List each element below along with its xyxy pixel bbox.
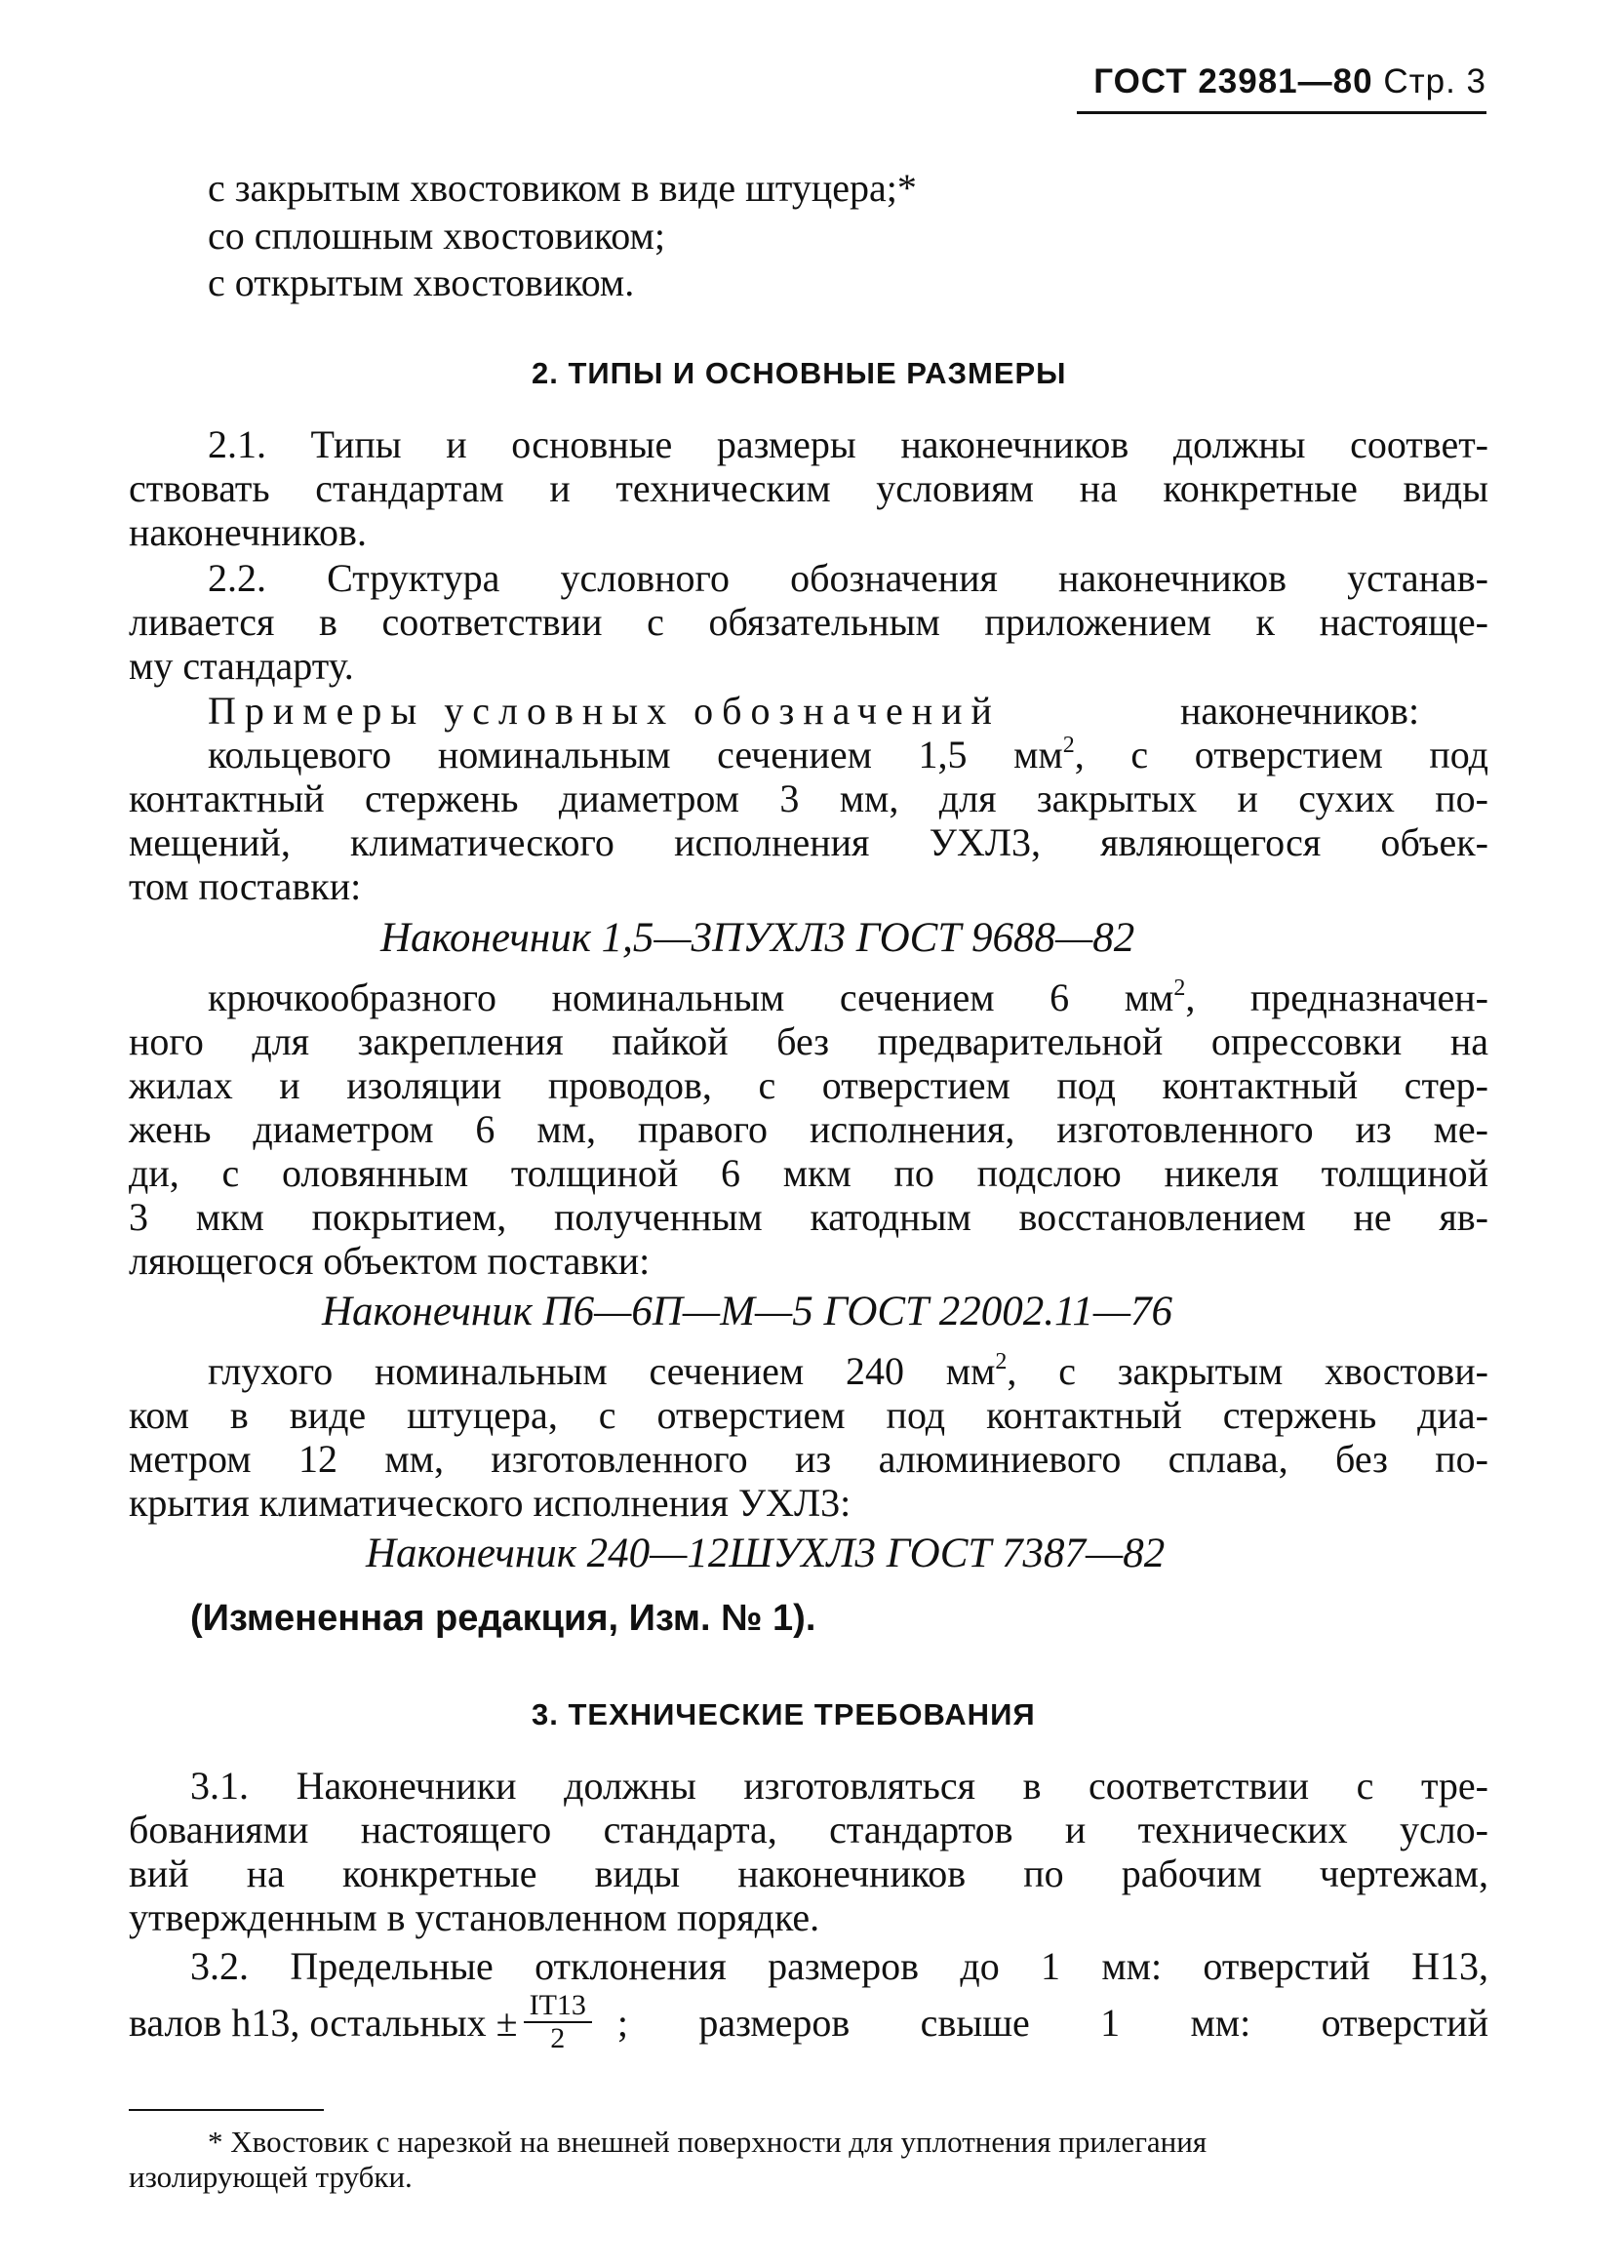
example-1-line: том поставки: <box>129 864 362 908</box>
paragraph-3-1-line: бованиями настоящего стандарта, стандартов и технических усло- <box>129 1808 1488 1851</box>
example-2-line: ляющегося объектом поставки: <box>129 1239 651 1283</box>
paragraph-2-2-line: 2.2. Структура условного обозначения наконечников устанав- <box>208 556 1488 600</box>
footnote-line: * Хвостовик с нарезкой на внешней поверхности для уплотнения прилегания <box>208 2125 1208 2159</box>
example-3-designation: Наконечник 240—12ШУХЛ3 ГОСТ 7387—82 <box>366 1531 1166 1576</box>
example-3-line: глухого номинальным сечением 240 $мм^2$, с закрытым хвостови- <box>208 1349 1488 1393</box>
example-2-line: 3 мкм покрытием, полученным катодным восстановлением не яв- <box>129 1195 1488 1239</box>
paragraph-2-1-line: 2.1. Типы и основные размеры наконечников должны соответ- <box>208 422 1488 466</box>
intro-list-item: с открытым хвостовиком. <box>208 260 635 304</box>
example-2-line: жилах и изоляции проводов, с отверстием под контактный стер- <box>129 1063 1488 1107</box>
example-3-line: метром 12 мм, изготовленного из алюминиевого сплава, без по- <box>129 1437 1488 1481</box>
example-2-designation: Наконечник П6—6П—М—5 ГОСТ 22002.11—76 <box>322 1289 1173 1334</box>
paragraph-2-1-line: ствовать стандартам и техническим условиям на конкретные виды <box>129 466 1488 510</box>
example-3-line: ком в виде штуцера, с отверстием под контактный стержень диа- <box>129 1393 1488 1437</box>
paragraph-2-1-line: наконечников. <box>129 510 367 554</box>
example-2-line: жень диаметром 6 мм, правого исполнения, изготовленного из ме- <box>129 1107 1488 1151</box>
footnote-line: изолирующей трубки. <box>129 2160 413 2194</box>
header-rule <box>1077 111 1486 114</box>
paragraph-3-2-text: ; размеров свыше 1 мм: отверстий <box>616 2000 1488 2045</box>
paragraph-3-1-line: утвержденным в установленном порядке. <box>129 1895 820 1939</box>
paragraph-3-2-text: валов h13, остальных ± <box>129 2000 518 2045</box>
example-2-line: крючкообразного номинальным сечением 6 $мм^2$, предназначен- <box>208 975 1488 1019</box>
tolerance-fraction <box>524 1990 592 2054</box>
paragraph-3-1-line: 3.1. Наконечники должны изготовляться в соответствии с тре- <box>190 1764 1488 1808</box>
example-2-line: ного для закрепления пайкой без предварительной опрессовки на <box>129 1019 1488 1063</box>
examples-heading: Примеры условных обозначений <box>208 689 1001 733</box>
paragraph-3-1-line: вий на конкретные виды наконечников по рабочим чертежам, <box>129 1851 1488 1895</box>
fraction-numerator: IT13 <box>524 1990 592 2023</box>
paragraph-2-2-line: му стандарту. <box>129 644 354 688</box>
intro-list-item: со сплошным хвостовиком; <box>208 214 665 258</box>
example-1-line: кольцевого номинальным сечением 1,5 $мм^2$, с отверстием под <box>208 733 1488 776</box>
examples-heading-tail: наконечников: <box>1180 689 1420 733</box>
amendment-note: (Измененная редакция, Изм. № 1). <box>190 1598 816 1639</box>
example-1-line: контактный стержень диаметром 3 мм, для закрытых и сухих по- <box>129 776 1488 820</box>
example-3-line: крытия климатического исполнения УХЛ3: <box>129 1481 852 1525</box>
intro-list-item: с закрытым хвостовиком в виде штуцера;* <box>208 166 917 210</box>
example-2-line: ди, с оловянным толщиной 6 мкм по подслою никеля толщиной <box>129 1151 1488 1195</box>
paragraph-3-2-line <box>129 1990 1488 2054</box>
footnote-rule <box>129 2109 324 2111</box>
paragraph-3-2-line: 3.2. Предельные отклонения размеров до 1 мм: отверстий H13, <box>190 1944 1488 1988</box>
example-1-designation: Наконечник 1,5—3ПУХЛ3 ГОСТ 9688—82 <box>380 915 1135 961</box>
page-header <box>1077 62 1486 101</box>
page-number: Стр. 3 <box>1383 62 1486 100</box>
document-number: ГОСТ 23981—80 <box>1093 62 1373 100</box>
section-2-title: 2. ТИПЫ И ОСНОВНЫЕ РАЗМЕРЫ <box>532 356 1067 390</box>
paragraph-2-2-line: ливается в соответствии с обязательным приложением к настояще- <box>129 600 1488 644</box>
section-3-title: 3. ТЕХНИЧЕСКИЕ ТРЕБОВАНИЯ <box>532 1697 1036 1731</box>
example-1-line: мещений, климатического исполнения УХЛ3, являющегося объек- <box>129 820 1488 864</box>
fraction-denominator: 2 <box>550 2022 566 2054</box>
